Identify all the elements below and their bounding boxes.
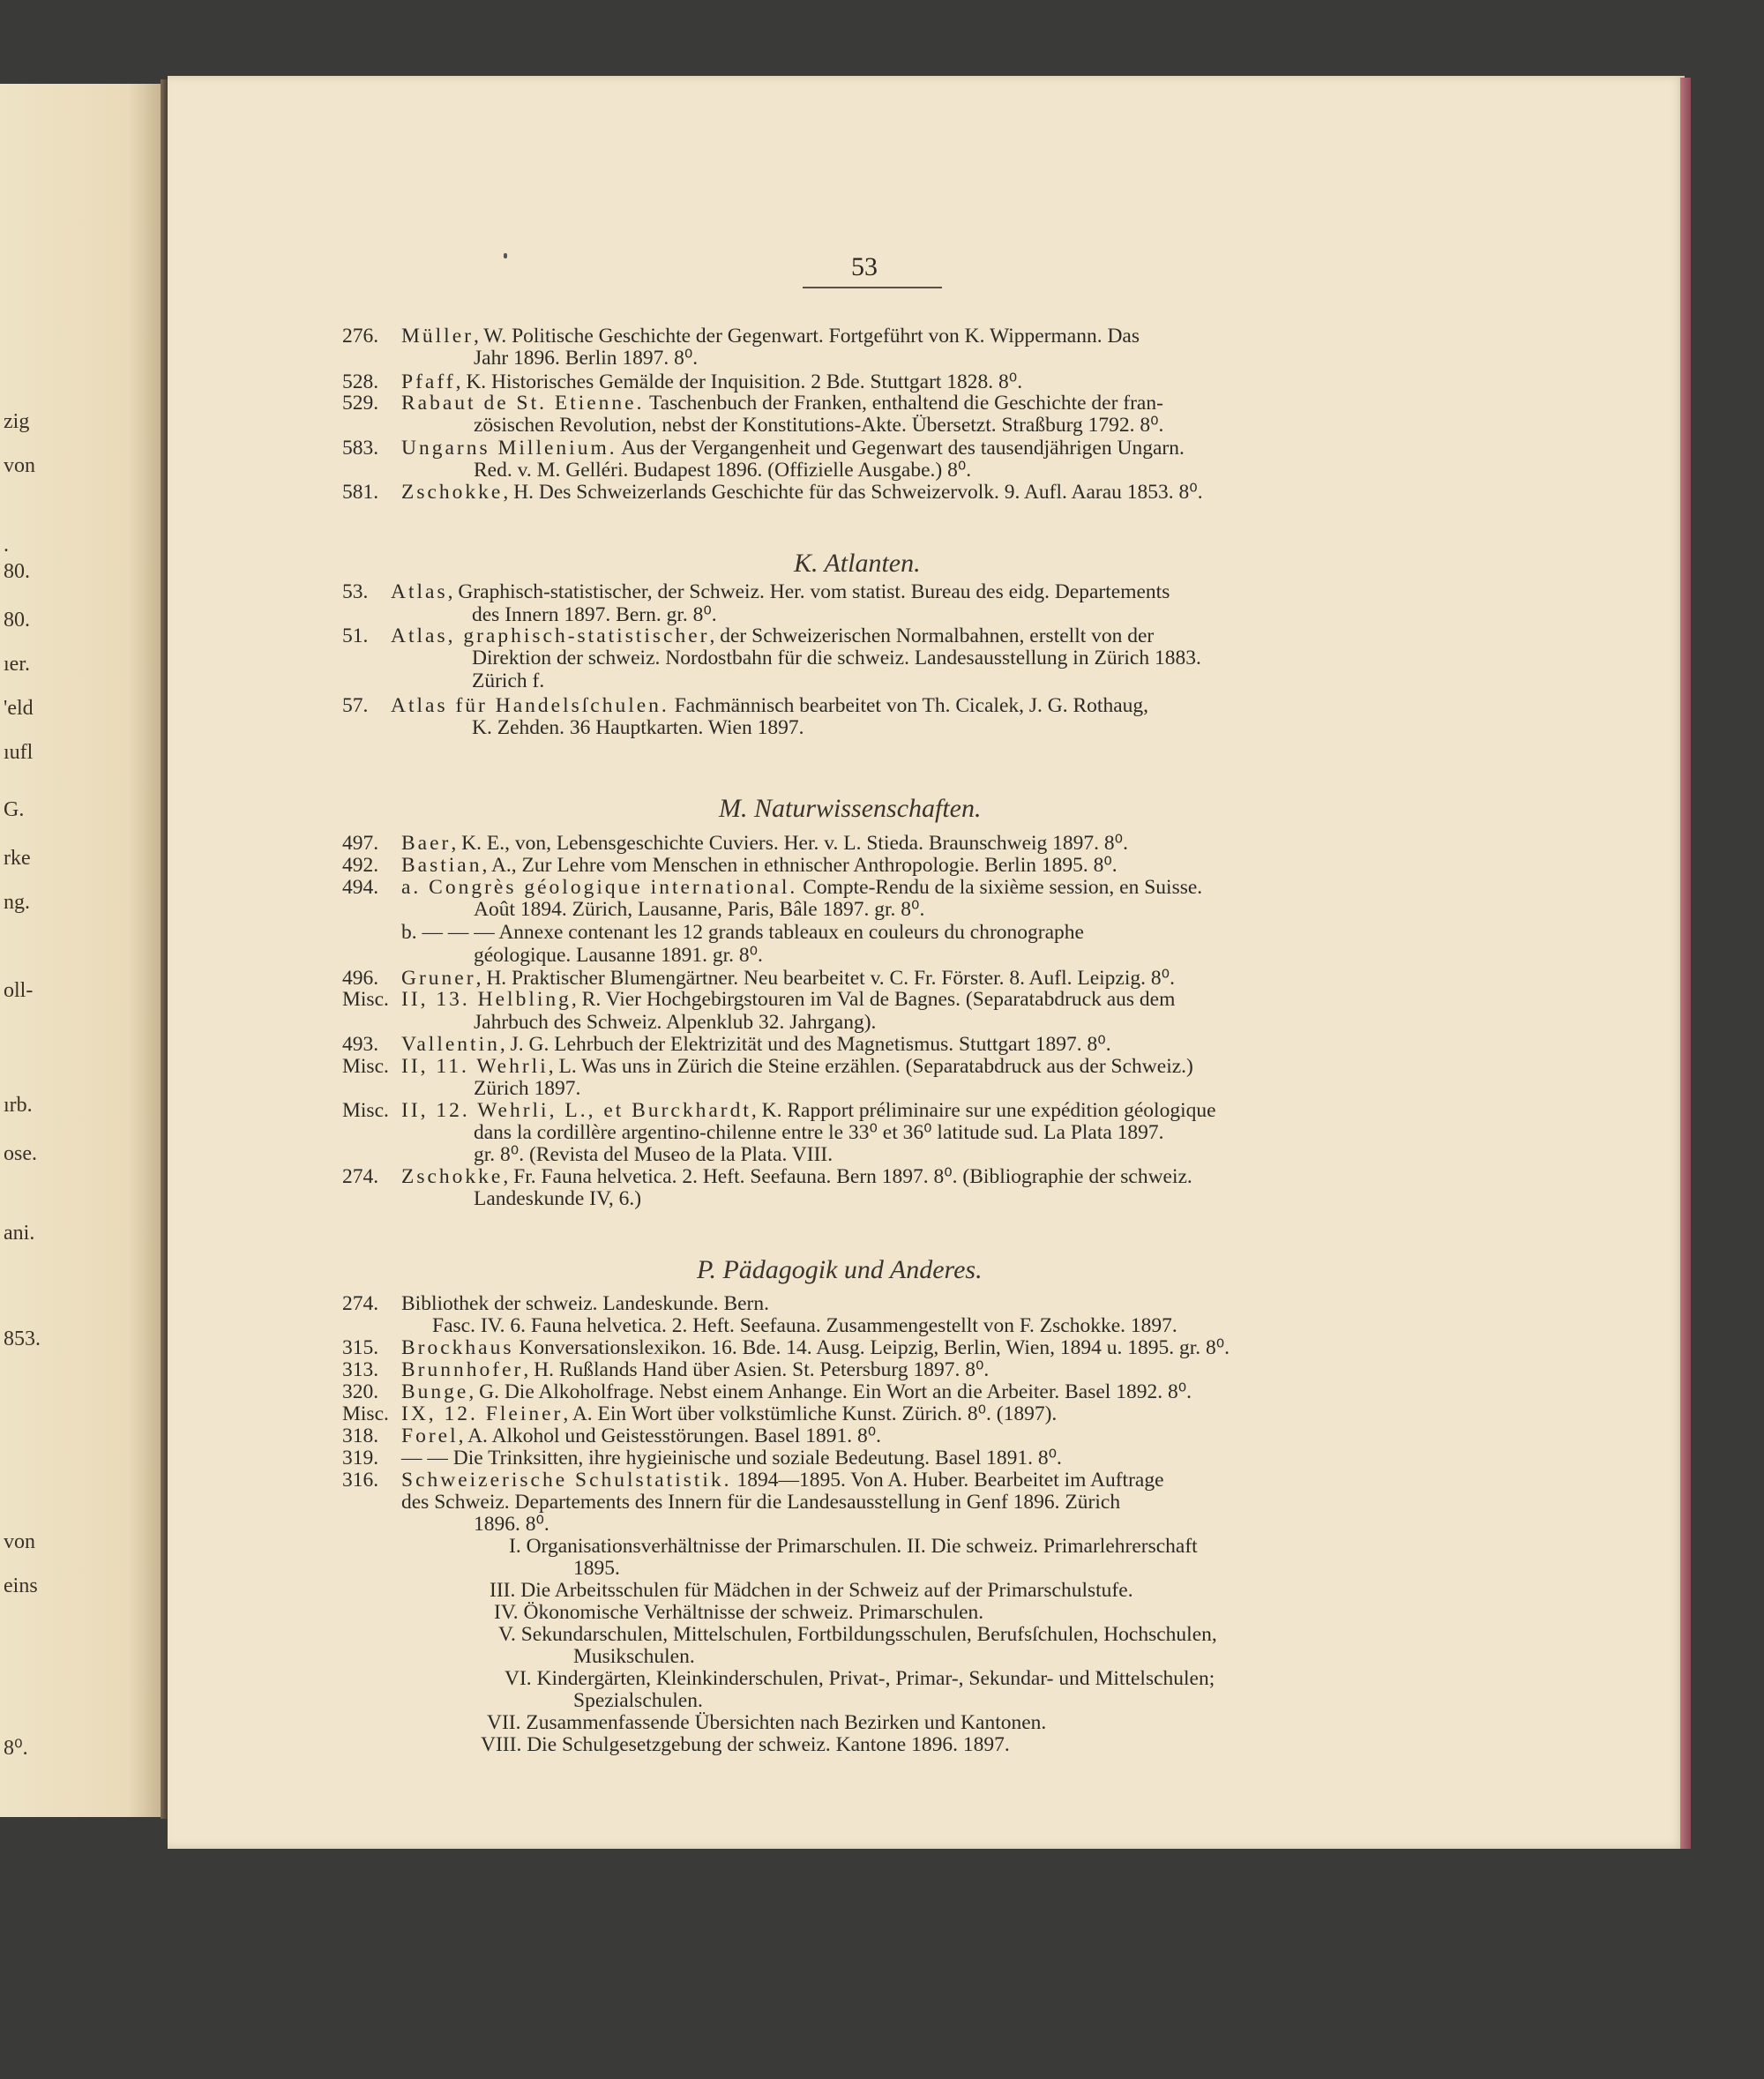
entry-author: Forel: [401, 1425, 459, 1447]
entry-description: , der Schweizerischen Normalbahnen, erstellt von der: [709, 624, 1155, 647]
entry-text: [474, 1123, 1164, 1144]
entry-description: , A., Zur Lehre vom Menschen in ethnischer Anthropologie. Berlin 1895. 8⁰.: [482, 854, 1117, 877]
catalog-number: 581.: [342, 481, 379, 504]
entry-text: [401, 1057, 1193, 1078]
entry-text: [505, 1669, 1215, 1690]
catalog-number: 320.: [342, 1380, 379, 1403]
entry-description: V. Sekundarschulen, Mittelschulen, Fortbildungsschulen, Berufsſchulen, Hochschulen,: [498, 1623, 1217, 1646]
entry-description: VII. Zusammenfassende Übersichten nach Bezirken und Kantonen.: [487, 1711, 1047, 1734]
margin-fragment: von: [4, 1530, 35, 1553]
entry-description: Jahr 1896. Berlin 1897. 8⁰.: [474, 347, 699, 370]
entry-author: Vallentin: [401, 1033, 500, 1056]
entry-text: [490, 1581, 1133, 1602]
entry-description: VI. Kindergärten, Kleinkinderschulen, Privat-, Primar-, Sekundar- und Mittelschulen;: [505, 1667, 1215, 1690]
entry-description: I. Organisationsverhältnisse der Primarschulen. II. Die schweiz. Primarlehrerschaft: [509, 1535, 1198, 1558]
entry-description: , K. Historisches Gemälde der Inquisition. 2 Bde. Stuttgart 1828. 8⁰.: [455, 370, 1023, 393]
entry-text: [474, 1013, 876, 1034]
entry-text: [509, 1537, 1198, 1558]
entry-author: II, 11. Wehrli: [401, 1055, 549, 1078]
entry-description: , R. Vier Hochgebirgstouren im Val de Bagnes. (Separatabdruck aus dem: [571, 988, 1176, 1011]
entry-description: , J. G. Lehrbuch der Elektrizität und des Magnetismus. Stuttgart 1897. 8⁰.: [499, 1033, 1111, 1056]
catalog-number: 529.: [342, 392, 379, 415]
entry-description: Août 1894. Zürich, Lausanne, Paris, Bâle 1897. gr. 8⁰.: [474, 898, 925, 921]
entry-description: géologique. Lausanne 1891. gr. 8⁰.: [474, 944, 763, 967]
entry-description: — — Die Trinksitten, ihre hygieinische und soziale Bedeutung. Basel 1891. 8⁰.: [401, 1447, 1062, 1470]
entry-text: [401, 1404, 1057, 1425]
entry-text: [401, 1360, 989, 1381]
margin-fragment: von: [4, 454, 35, 477]
entry-author: Schweizerische Schulstatistik.: [401, 1469, 732, 1492]
entry-text: [432, 1316, 1177, 1337]
entry-description: dans la cordillère argentino-chilenne entre le 33⁰ et 36⁰ latitude sud. La Plata 1897.: [474, 1121, 1164, 1144]
catalog-number: 53.: [342, 580, 369, 603]
catalog-number: 528.: [342, 370, 379, 393]
entry-author: IX, 12. Fleiner: [401, 1402, 564, 1425]
entry-text: [472, 605, 717, 626]
entry-author: Rabaut de St. Etienne.: [401, 392, 645, 415]
entry-text: [474, 415, 1163, 437]
entry-text: [401, 1294, 769, 1315]
entry-description: Landeskunde IV, 6.): [474, 1187, 642, 1210]
entry-text: [401, 438, 1185, 460]
margin-fragment: G.: [4, 798, 25, 821]
catalog-number: 315.: [342, 1336, 379, 1359]
entry-description: Konversationslexikon. 16. Bde. 14. Ausg. Leipzig, Berlin, Wien, 1894 u. 1895. gr. 8⁰.: [513, 1336, 1230, 1359]
entry-text: [472, 648, 1201, 669]
section-heading-atlanten: K. Atlanten.: [794, 549, 921, 578]
margin-fragment: ıer.: [4, 653, 30, 676]
entry-text: [474, 1514, 549, 1536]
margin-fragment: rke: [4, 847, 31, 870]
entry-author: II, 13. Helbling: [401, 988, 572, 1011]
entry-author: Gruner: [401, 967, 476, 990]
entry-description: Musikschulen.: [573, 1645, 695, 1668]
entry-text: [391, 626, 1154, 647]
entry-description: VIII. Die Schulgesetzgebung der schweiz. Kantone 1896. 1897.: [481, 1733, 1010, 1756]
catalog-number: 319.: [342, 1447, 379, 1470]
entry-author: Atlas für Handelsſchulen.: [391, 694, 669, 717]
entry-text: [401, 393, 1163, 415]
entry-text: [573, 1559, 620, 1580]
catalog-number: 57.: [342, 694, 369, 717]
entry-text: [401, 372, 1022, 393]
entry-author: II, 12. Wehrli, L., et Burckhardt: [401, 1099, 751, 1122]
margin-fragment: 80.: [4, 609, 30, 632]
entry-description: Taschenbuch der Franken, enthaltend die Geschichte der fran-: [644, 392, 1163, 415]
entry-author: Pfaff: [401, 370, 456, 393]
catalog-number: 492.: [342, 854, 379, 877]
entry-description: , H. Des Schweizerlands Geschichte für das Schweizervolk. 9. Aufl. Aarau 1853. 8⁰.: [503, 481, 1203, 504]
entry-description: 1895.: [573, 1557, 620, 1580]
entry-text: [401, 482, 1203, 504]
margin-fragment: eins: [4, 1574, 38, 1597]
entry-description: , Fr. Fauna helvetica. 2. Heft. Seefauna. Bern 1897. 8⁰. (Bibliographie der schweiz.: [503, 1165, 1192, 1188]
entry-description: K. Zehden. 36 Hauptkarten. Wien 1897.: [472, 716, 804, 739]
page-number: 53: [851, 252, 878, 281]
entry-description: b. — — — Annexe contenant les 12 grands tableaux en couleurs du chronographe: [401, 921, 1084, 944]
entry-description: , A. Ein Wort über volkstümliche Kunst. Zürich. 8⁰. (1897).: [563, 1402, 1058, 1425]
margin-fragment: oll-: [4, 979, 34, 1002]
entry-author: Ungarns Millenium.: [401, 437, 617, 460]
margin-fragment: 8⁰.: [4, 1737, 28, 1760]
entry-text: [401, 1167, 1192, 1188]
entry-text: [498, 1625, 1217, 1646]
entry-author: Zschokke: [401, 481, 504, 504]
entry-description: , L. Was uns in Zürich die Steine erzählen. (Separatabdruck aus der Schweiz.): [548, 1055, 1193, 1078]
catalog-number: 583.: [342, 437, 379, 460]
entry-text: [474, 1079, 580, 1100]
margin-fragment: ırb.: [4, 1094, 33, 1117]
entry-author: Zschokke: [401, 1165, 504, 1188]
entry-text: [401, 1492, 1120, 1514]
entry-description: Jahrbuch des Schweiz. Alpenklub 32. Jahrgang).: [474, 1011, 877, 1034]
entry-description: 1896. 8⁰.: [474, 1513, 549, 1536]
entry-description: , K. Rapport préliminaire sur une expédition géologique: [751, 1099, 1216, 1122]
entry-text: [481, 1735, 1010, 1756]
entry-text: [401, 990, 1175, 1011]
catalog-number: 316.: [342, 1469, 379, 1492]
entry-description: Zürich f.: [472, 669, 545, 692]
margin-fragment: ose.: [4, 1142, 37, 1165]
catalog-number: Misc.: [342, 988, 389, 1011]
entry-description: Fachmännisch bearbeitet von Th. Cicalek, J. G. Rothaug,: [669, 694, 1149, 717]
entry-description: , Graphisch-statistischer, der Schweiz. Her. vom statist. Bureau des eidg. Departements: [447, 580, 1170, 603]
entry-text: [401, 1470, 1164, 1492]
entry-text: [391, 696, 1148, 717]
entry-author: Atlas: [391, 580, 448, 603]
entry-text: [401, 923, 1084, 944]
entry-description: Compte-Rendu de la sixième session, en Suisse.: [797, 876, 1203, 899]
entry-text: [401, 1448, 1062, 1470]
entry-description: Aus der Vergangenheit und Gegenwart des tausendjährigen Ungarn.: [617, 437, 1185, 460]
entry-text: [474, 1145, 833, 1166]
entry-description: des Innern 1897. Bern. gr. 8⁰.: [472, 603, 717, 626]
entry-text: [401, 1338, 1230, 1359]
entry-author: Brunnhofer: [401, 1358, 524, 1381]
catalog-number: 276.: [342, 325, 379, 348]
entry-author: Bunge: [401, 1380, 469, 1403]
entry-description: Direktion der schweiz. Nordostbahn für die schweiz. Landesausstellung in Zürich 1883.: [472, 647, 1201, 669]
entry-text: [474, 348, 698, 370]
entry-text: [487, 1713, 1046, 1734]
entry-text: [401, 878, 1202, 899]
entry-description: , H. Rußlands Hand über Asien. St. Petersburg 1897. 8⁰.: [523, 1358, 990, 1381]
page-number-rule: [803, 287, 942, 288]
margin-fragment: zig: [4, 410, 30, 433]
entry-author: a. Congrès géologique international.: [401, 876, 798, 899]
entry-description: , A. Alkohol und Geistesstörungen. Basel 1891. 8⁰.: [458, 1425, 882, 1447]
section-heading-paedagogik: P. Pädagogik und Anderes.: [697, 1255, 983, 1284]
entry-text: [401, 834, 1128, 855]
entry-text: [573, 1691, 703, 1712]
margin-fragment: 853.: [4, 1327, 41, 1350]
entry-text: [401, 856, 1117, 877]
entry-description: des Schweiz. Departements des Innern für die Landesausstellung in Genf 1896. Zürich: [401, 1491, 1121, 1514]
entry-text: [401, 326, 1140, 348]
entry-description: gr. 8⁰. (Revista del Museo de la Plata. VIII.: [474, 1143, 833, 1166]
margin-fragment: .: [4, 534, 9, 557]
catalog-number: 493.: [342, 1033, 379, 1056]
catalog-number: 497.: [342, 832, 379, 855]
catalog-number: 494.: [342, 876, 379, 899]
page-edge: [1680, 78, 1691, 1849]
entry-author: Bastian: [401, 854, 482, 877]
catalog-number: 318.: [342, 1425, 379, 1447]
entry-text: [401, 968, 1175, 990]
entry-description: , K. E., von, Lebensgeschichte Cuviers. Her. v. L. Stieda. Braunschweig 1897. 8⁰.: [451, 832, 1128, 855]
entry-description: zösischen Revolution, nebst der Konstitutions-Akte. Übersetzt. Straßburg 1792. 8⁰.: [474, 414, 1164, 437]
entry-text: [401, 1382, 1192, 1403]
catalog-number: 51.: [342, 624, 369, 647]
margin-fragment: ani.: [4, 1222, 35, 1245]
entry-author: Müller: [401, 325, 474, 348]
entry-author: Brockhaus: [401, 1336, 514, 1359]
entry-text: [401, 1035, 1111, 1056]
entry-description: , H. Praktischer Blumengärtner. Neu bearbeitet v. C. Fr. Förster. 8. Aufl. Leipzig. 8⁰.: [475, 967, 1175, 990]
entry-description: III. Die Arbeitsschulen für Mädchen in der Schweiz auf der Primarschulstufe.: [490, 1579, 1133, 1602]
catalog-number: 274.: [342, 1165, 379, 1188]
margin-fragment: 'eld: [4, 697, 34, 720]
catalog-number: 313.: [342, 1358, 379, 1381]
entry-text: [474, 1189, 641, 1210]
margin-fragment: ng.: [4, 891, 30, 914]
entry-description: , G. Die Alkoholfrage. Nebst einem Anhange. Ein Wort an die Arbeiter. Basel 1892. 8⁰.: [468, 1380, 1192, 1403]
entry-text: [474, 460, 971, 482]
entry-description: Spezialschulen.: [573, 1689, 703, 1712]
entry-description: Red. v. M. Gelléri. Budapest 1896. (Offizielle Ausgabe.) 8⁰.: [474, 459, 972, 482]
entry-text: [573, 1647, 695, 1668]
ink-dot: [504, 253, 507, 258]
catalog-number: 496.: [342, 967, 379, 990]
entry-description: 1894—1895. Von A. Huber. Bearbeitet im Auftrage: [731, 1469, 1164, 1492]
catalog-number: 274.: [342, 1292, 379, 1315]
entry-author: Atlas, graphisch-statistischer: [391, 624, 710, 647]
entry-text: [391, 582, 1170, 603]
entry-text: [472, 671, 544, 692]
entry-author: Baer: [401, 832, 452, 855]
entry-description: , W. Politische Geschichte der Gegenwart. Fortgeführt von K. Wippermann. Das: [473, 325, 1140, 348]
entry-text: [474, 900, 924, 921]
margin-fragment: ıufl: [4, 741, 34, 764]
entry-description: Bibliothek der schweiz. Landeskunde. Bern.: [401, 1292, 770, 1315]
section-heading-naturwissenschaften: M. Naturwissenschaften.: [719, 794, 982, 823]
entry-text: [474, 946, 763, 967]
entry-text: [494, 1603, 983, 1624]
catalog-number: Misc.: [342, 1099, 389, 1122]
entry-description: IV. Ökonomische Verhältnisse der schweiz. Primarschulen.: [494, 1601, 984, 1624]
facing-page-left: [0, 84, 161, 1817]
entry-text: [472, 718, 804, 739]
entry-description: Zürich 1897.: [474, 1077, 581, 1100]
entry-text: [401, 1426, 881, 1447]
catalog-number: Misc.: [342, 1055, 389, 1078]
entry-text: [401, 1101, 1216, 1122]
margin-fragment: 80.: [4, 560, 30, 583]
entry-description: Fasc. IV. 6. Fauna helvetica. 2. Heft. Seefauna. Zusammengestellt von F. Zschokke. 1897.: [432, 1314, 1177, 1337]
catalog-number: Misc.: [342, 1402, 389, 1425]
